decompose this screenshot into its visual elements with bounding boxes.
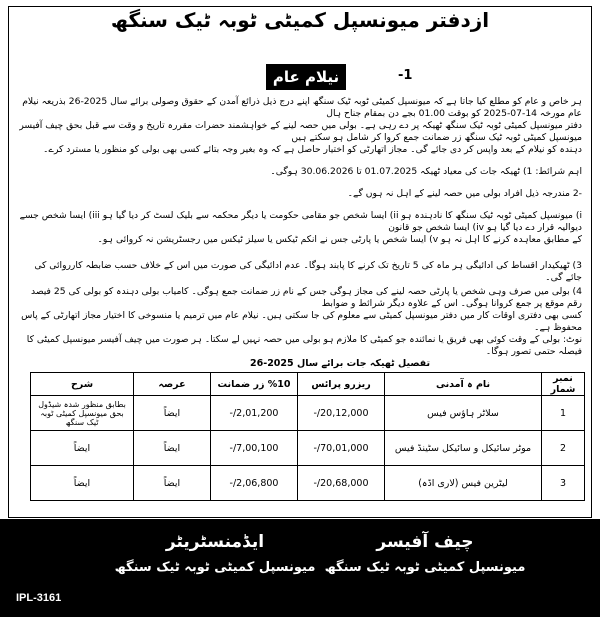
cell-period: ایضاً xyxy=(134,466,211,501)
col-header-period: عرصہ xyxy=(134,373,211,396)
cell-reserve: 70,01,000/- xyxy=(298,431,385,466)
page-title: ازدفتر میونسپل کمیٹی ٹوبہ ٹیک سنگھ xyxy=(110,8,490,32)
condition-3: 3) ٹھیکیدار اقساط کی ادائیگی ہر ماہ کی 5 تاریخ تک کرنے کا پابند ہوگا۔ عدم ادائیگی کی صورت میں اس کے خلاف حسب ضابطہ کارروائی کی جائے گی۔ xyxy=(34,260,582,284)
cell-period: ایضاً xyxy=(134,396,211,431)
cell-security: 2,01,200/- xyxy=(211,396,298,431)
cell-name: موٹر سائیکل و سائیکل سٹینڈ فیس xyxy=(385,431,542,466)
cell-period: ایضاً xyxy=(134,431,211,466)
paragraph-intro-1: ہر خاص و عام کو مطلع کیا جاتا ہے کہ میونسپل کمیٹی ٹوبہ ٹیک سنگھ اپنے درج ذیل ذرائع آمدن کے حقوق وصولی برائے سال 2025-26 بذریعہ نیلام عام مورخہ 14-07-2025 کو بوقت 01.00 بجے دن بمقام جناح ہال xyxy=(22,96,582,120)
note: نوٹ: بولی کے وقت کوئی بھی فریق یا نمائندہ جو کمیٹی کا ملازم ہو بولی میں حصہ نہیں لے سکتا۔ ہر صورت میں چیف آفیسر میونسپل کمیٹی کا فیصلہ حتمی تصور ہوگا۔ xyxy=(26,334,582,358)
signature-title: چیف آفیسر xyxy=(376,532,474,552)
signature-subtitle: میونسپل کمیٹی ٹوبہ ٹیک سنگھ xyxy=(114,560,316,575)
table-header-row xyxy=(31,373,585,396)
cell-rate: ایضاً xyxy=(31,431,134,466)
signature-administrator xyxy=(100,532,330,575)
table-row xyxy=(31,466,585,501)
section-number: -1 xyxy=(398,68,413,83)
cell-security: 7,00,100/- xyxy=(211,431,298,466)
cell-no: 3 xyxy=(542,466,585,501)
cell-reserve: 20,12,000/- xyxy=(298,396,385,431)
cell-rate: ایضاً xyxy=(31,466,134,501)
cell-reserve: 20,68,000/- xyxy=(298,466,385,501)
condition-2-items: i) میونسپل کمیٹی ٹوبہ ٹیک سنگھ کا نادہندہ ہو ii) ایسا شخص جو مقامی حکومت یا دیگر محکمہ سے بلیک لسٹ کر دیا گیا ہو iii) ایسا شخص جسے دیوالیہ قرار دے دیا گیا ہو iv) ایسا شخص جو قانون xyxy=(19,210,582,234)
condition-4-cont: کسی بھی دفتری اوقات کار میں دفتر میونسپل کمیٹی سے معلوم کی جا سکتی ہیں۔ نیلام عام میں ترمیم یا منسوخی کا اختیار مجاز اتھارٹی کے پاس محفوظ ہے۔ xyxy=(21,310,582,334)
schedule-table xyxy=(30,372,585,501)
cell-no: 1 xyxy=(542,396,585,431)
cell-security: 2,06,800/- xyxy=(211,466,298,501)
condition-2: -2 مندرجہ ذیل افراد بولی میں حصہ لینے کے اہل نہ ہوں گے۔ xyxy=(347,188,582,199)
signature-subtitle: میونسپل کمیٹی ٹوبہ ٹیک سنگھ xyxy=(324,560,526,575)
signature-title: ایڈمنسٹریٹر xyxy=(165,532,265,552)
condition-4: 4) بولی میں صرف وہی شخص یا پارٹی حصہ لینے کی مجاز ہوگی جس کے نام زر ضمانت جمع ہوگی۔ کامیاب بولی دہندہ کو بولی کی 25 فیصد رقم موقع پر جمع کروانا ہوگی۔ اس کے علاوہ دیگر شرائط و ضوابط xyxy=(31,286,582,310)
schedule-title: تفصیل ٹھیکہ جات برائے سال 2025-26 xyxy=(250,358,431,369)
col-header-security: %10 زر ضمانت xyxy=(211,373,298,396)
condition-1: اہم شرائط: 1) ٹھیکہ جات کی معیاد ٹھیکہ 01.07.2025 تا 30.06.2026 ہوگی۔ xyxy=(270,166,582,177)
signature-chief-officer xyxy=(310,532,540,575)
ipl-code: IPL-3161 xyxy=(16,592,62,604)
col-header-name: نام ہ آمدنی xyxy=(385,373,542,396)
paragraph-intro-3: دہندہ کو نیلام کے بعد واپس کر دی جائے گی۔ مجاز اتھارٹی کو اختیار حاصل ہے کہ وہ بغیر وجہ بتائے کسی بھی بولی کو منظور یا مسترد کرے۔ xyxy=(43,144,582,155)
cell-name: سلاٹر ہاؤس فیس xyxy=(385,396,542,431)
condition-2-items-cont: کے مطابق معاہدہ کرنے کا اہل نہ ہو v) ایسا شخص یا پارٹی جس نے انکم ٹیکس یا سیلز ٹیکس میں رجسٹریشن نہ کروائی ہو۔ xyxy=(97,234,582,245)
cell-name: لیٹرین فیس (لاری اڈہ) xyxy=(385,466,542,501)
paragraph-intro-2: دفتر میونسپل کمیٹی ٹوبہ ٹیک سنگھ ٹھیکہ پر دے رہی ہے۔ بولی میں حصہ لینے کے خواہشمند حضرات مقررہ تاریخ و وقت سے قبل بحق چیف آفیسر میونسپل کمیٹی ٹوبہ ٹیک سنگھ زر ضمانت جمع کروا کر شامل ہو سکتے ہیں xyxy=(19,120,582,144)
notice-banner: نیلام عام xyxy=(266,64,346,90)
col-header-no: نمبر شمار xyxy=(542,373,585,396)
table-row xyxy=(31,396,585,431)
col-header-rate: شرح xyxy=(31,373,134,396)
cell-rate: بطابق منظور شدہ شیڈول بحق میونسپل کمیٹی ٹوبہ ٹیک سنگھ xyxy=(31,396,134,431)
cell-no: 2 xyxy=(542,431,585,466)
table-row xyxy=(31,431,585,466)
col-header-reserve: ریزرو پرائس xyxy=(298,373,385,396)
